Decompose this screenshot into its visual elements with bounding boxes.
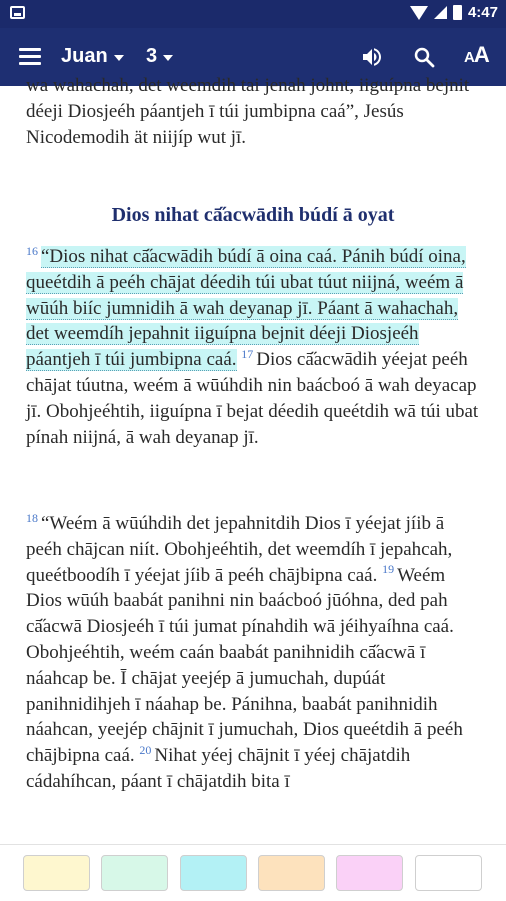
section-heading: Dios nihat cā̋acwādih búdí ā oyat xyxy=(111,204,395,226)
search-icon[interactable] xyxy=(412,45,436,69)
speaker-icon[interactable] xyxy=(360,45,384,69)
text-size-icon[interactable]: AA xyxy=(464,42,489,67)
menu-icon[interactable] xyxy=(19,48,41,66)
verse-text-highlighted[interactable]: “Dios nihat cā̋acwādih búdí ā oina caá. Pánih búdí oina, queétdih ā peéh chājat déedih túi ubat túut niijná, weém ā wūúh biíc jumnidih ā wah deyanap jī. Páant ā wahachah, det weemdíh jepahnit iiguípna bejnit déeji Diosjeéh páantjeh ī túi jumbipna caá. xyxy=(26,246,466,371)
battery-icon xyxy=(453,5,462,20)
verse-number[interactable]: 18 xyxy=(26,510,38,525)
paragraph xyxy=(26,511,482,795)
highlight-swatch-orange[interactable] xyxy=(258,855,325,891)
chevron-down-icon xyxy=(163,55,173,61)
chapter-label: 3 xyxy=(146,45,158,67)
chevron-down-icon xyxy=(114,55,124,61)
paragraph xyxy=(26,73,482,150)
cell-signal-icon xyxy=(434,6,447,19)
verse-number[interactable]: 19 xyxy=(382,562,395,577)
verse-number[interactable]: 17 xyxy=(241,346,254,361)
verse-number[interactable]: 20 xyxy=(139,742,152,757)
highlight-color-bar xyxy=(0,844,506,901)
highlight-swatch-yellow[interactable] xyxy=(23,855,90,891)
highlight-swatch-pink[interactable] xyxy=(336,855,403,891)
chapter-selector[interactable] xyxy=(146,45,173,68)
wifi-icon xyxy=(410,6,428,20)
status-bar xyxy=(0,0,506,28)
book-label: Juan xyxy=(61,45,108,67)
paragraph xyxy=(26,244,482,450)
highlight-swatch-green[interactable] xyxy=(101,855,168,891)
verse-number[interactable]: 16 xyxy=(26,243,38,258)
paragraph-text: wa wahachah, det weemdih tai jenah johnt, iiguípna bejnit déeji Diosjeéh páantjeh ī túi jumbipna caá”, Jesús Nicodemodih ät niijíp wut jī. xyxy=(26,75,470,148)
verse-text[interactable]: Nihat yéej chājnit ī yéej chājatdih cádahíhcan, páant ī chājatdih bita ī xyxy=(26,745,411,792)
verse-text[interactable]: “Weém ā wūúhdih det jepahnitdih Dios ī yéejat jíib ā peéh chājcan niít. Obohjeéhtih, det weemdíh ī jepahcah, queétboodíh ī yéejat jíib ā peéh chājbipna caá. xyxy=(26,513,453,586)
verse-text[interactable]: Dios cā̋acwādih yéejat peéh chājat túutna, weém ā wūúhdih nin baácboó ā wah deyacap jī. Obohjeéhtih, iiguípna ī bejat déedih queétdih wā túi ubat pínah niijná, ā wah deyanap jī. xyxy=(26,349,479,448)
highlight-swatch-cyan[interactable] xyxy=(180,855,247,891)
book-selector[interactable] xyxy=(61,45,124,68)
status-time: 4:47 xyxy=(467,4,498,21)
verse-text[interactable]: Weém Dios wūúh baabát panihni nin baácboó jūóhna, ded pah cā̋acwā Diosjeéh ī túi jumat pínahdih wā jéihyaíhna caá. Obohjeéhtih, weém caán baabát panihnidih cā̋acwā ī náahcap be. Ī chājat yeejép ā jumuchah, dupúát panihnidihjeh ī náahap be. Pánihna, baabát panihnidih náahcan, yeejép chājnit ī jumuchah, Dios queétdih ā peéh chājbipna caá. xyxy=(26,564,463,767)
chapter-content[interactable] xyxy=(0,75,506,844)
highlight-swatch-white[interactable] xyxy=(415,855,482,891)
notification-icon xyxy=(10,6,25,19)
